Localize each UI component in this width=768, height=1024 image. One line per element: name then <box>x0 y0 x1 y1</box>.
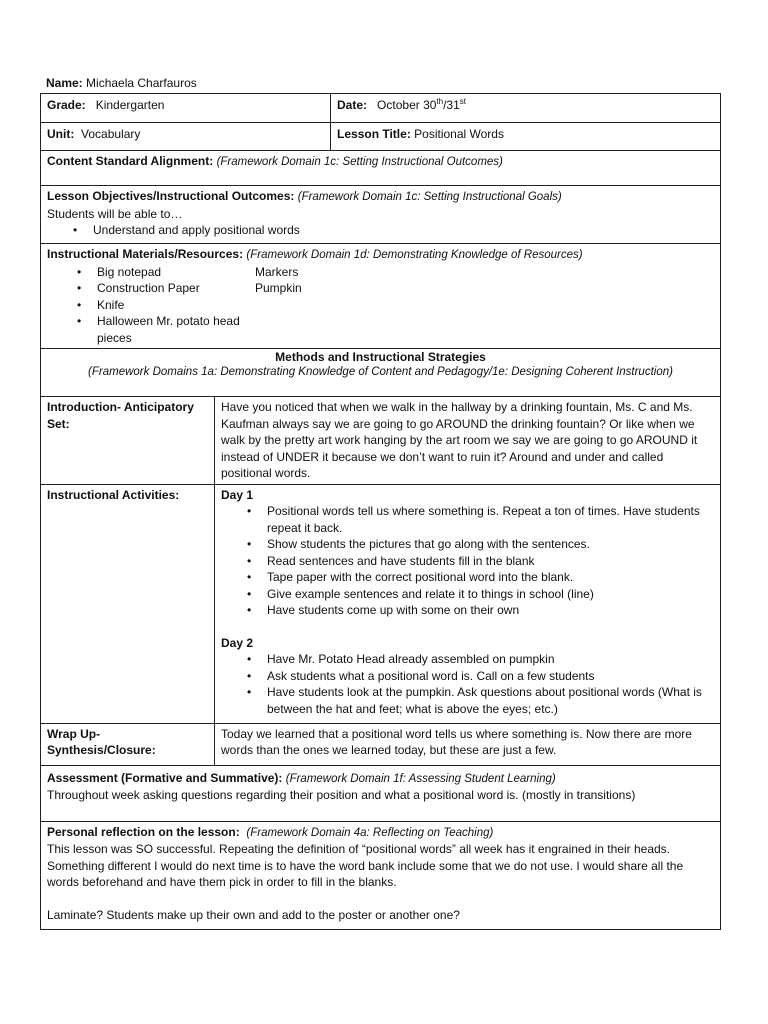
grade-value: Kindergarten <box>95 98 165 112</box>
reflection-row <box>41 821 721 929</box>
grade-date-row <box>41 94 721 123</box>
date-label: Date: <box>337 98 368 112</box>
standard-cell <box>41 151 721 186</box>
materials-ref: (Framework Domain 1d: Demonstrating Knowledge of Resources) <box>246 249 583 261</box>
name-label: Name: <box>46 76 83 90</box>
list-item: • Give example sentences and relate it to things in school (line) <box>221 586 714 603</box>
wrapup-text-cell <box>215 723 721 765</box>
day1-label: Day 1 <box>221 487 254 502</box>
objectives-ref: (Framework Domain 1c: Setting Instructional Goals) <box>297 191 562 203</box>
name-value: Michaela Charfauros <box>86 76 197 90</box>
reflection-text-2: Laminate? Students make up their own and add to the poster or another one? <box>47 907 460 922</box>
list-item: • Show students the pictures that go along with the sentences. <box>221 536 714 553</box>
lesson-plan-table <box>40 93 721 930</box>
list-item: • Ask students what a positional word is. Call on a few students <box>221 668 714 685</box>
title-cell <box>331 123 721 151</box>
day2-list <box>221 651 714 717</box>
introduction-row <box>41 397 721 485</box>
activities-row <box>41 484 721 723</box>
grade-cell <box>41 94 331 123</box>
title-label: Lesson Title: <box>337 127 411 141</box>
unit-title-row <box>41 123 721 151</box>
reflection-label: Personal reflection on the lesson: <box>47 824 240 839</box>
objectives-list <box>47 222 714 239</box>
unit-value: Vocabulary <box>81 127 141 141</box>
assessment-ref: (Framework Domain 1f: Assessing Student Learning) <box>285 772 556 785</box>
materials-row <box>41 244 721 349</box>
assessment-label: Assessment (Formative and Summative): <box>47 770 283 785</box>
objectives-cell <box>41 186 721 244</box>
list-item: • Have students look at the pumpkin. Ask questions about positional words (What is between the hat and feet; what is above the eyes; etc.) <box>221 684 714 717</box>
methods-row <box>41 349 721 397</box>
list-item: • Positional words tell us where something is. Repeat a ton of times. Have students repeat it back. <box>221 503 714 536</box>
list-item: • Read sentences and have students fill in the blank <box>221 553 714 570</box>
wrapup-label-cell <box>41 723 215 765</box>
reflection-text: This lesson was SO successful. Repeating the definition of “positional words” all week has it engrained in their heads. Something different I would do next time is to have the word bank include some that we do not use. I would share all the words beforehand and have them pick in order to fill in the blanks. <box>47 842 684 889</box>
list-item: • Big notepad Markers <box>47 264 714 281</box>
date-cell <box>331 94 721 123</box>
methods-title: Methods and Instructional Strategies <box>275 350 486 364</box>
introduction-label: Introduction- Anticipatory Set: <box>47 400 194 431</box>
methods-cell <box>41 349 721 397</box>
list-item: • Have Mr. Potato Head already assembled on pumpkin <box>221 651 714 668</box>
activities-content-cell <box>215 484 721 723</box>
wrapup-row <box>41 723 721 765</box>
standard-ref: (Framework Domain 1c: Setting Instructional Outcomes) <box>216 156 503 168</box>
introduction-text: Have you noticed that when we walk in the hallway by a drinking fountain, Ms. C and Ms. Kaufman always say we are going to go AROUND the drinking fountain? Or like when we walk by the pretty art work hanging by the art room we say we are going to go AROUND it instead of UNDER it because we don’t want to ruin it? Around and under and called positional words. <box>221 400 698 480</box>
assessment-row <box>41 765 721 821</box>
introduction-label-cell <box>41 397 215 485</box>
assessment-text: Throughout week asking questions regarding their position and what a positional word is. (mostly in transitions) <box>47 788 636 802</box>
list-item: • Construction Paper Pumpkin <box>47 280 714 297</box>
objectives-label: Lesson Objectives/Instructional Outcomes: <box>47 189 295 203</box>
wrapup-text: Today we learned that a positional word tells us where something is. Now there are more words than the ones we learned today, but these are just a few. <box>221 726 692 757</box>
materials-cell <box>41 244 721 349</box>
date-value: October 30th/31st <box>377 97 467 112</box>
reflection-ref: (Framework Domain 4a: Reflecting on Teaching) <box>246 826 494 839</box>
introduction-text-cell <box>215 397 721 485</box>
unit-label: Unit: <box>47 127 75 141</box>
list-item: • Understand and apply positional words <box>47 222 714 239</box>
list-item: • Halloween Mr. potato head pieces <box>47 313 714 346</box>
materials-label: Instructional Materials/Resources: <box>47 247 244 261</box>
objectives-row <box>41 186 721 244</box>
list-item: • Have students come up with some on their own <box>221 602 714 619</box>
name-line <box>46 76 197 90</box>
reflection-cell <box>41 821 721 929</box>
title-value: Positional Words <box>414 127 504 141</box>
grade-label: Grade: <box>47 98 86 112</box>
list-item: • Tape paper with the correct positional word into the blank. <box>221 569 714 586</box>
standard-label: Content Standard Alignment: <box>47 154 214 168</box>
list-item: • Knife <box>47 297 714 314</box>
assessment-cell <box>41 765 721 821</box>
wrapup-label: Wrap Up- Synthesis/Closure: <box>47 726 156 757</box>
methods-ref: (Framework Domains 1a: Demonstrating Knowledge of Content and Pedagogy/1e: Designing Coherent Instruction) <box>88 366 673 378</box>
day1-list <box>221 503 714 619</box>
objectives-intro: Students will be able to… <box>47 206 183 221</box>
unit-cell <box>41 123 331 151</box>
activities-label: Instructional Activities: <box>47 487 180 502</box>
standard-row <box>41 151 721 186</box>
day2-label: Day 2 <box>221 635 254 650</box>
materials-list <box>47 264 714 347</box>
activities-label-cell <box>41 484 215 723</box>
